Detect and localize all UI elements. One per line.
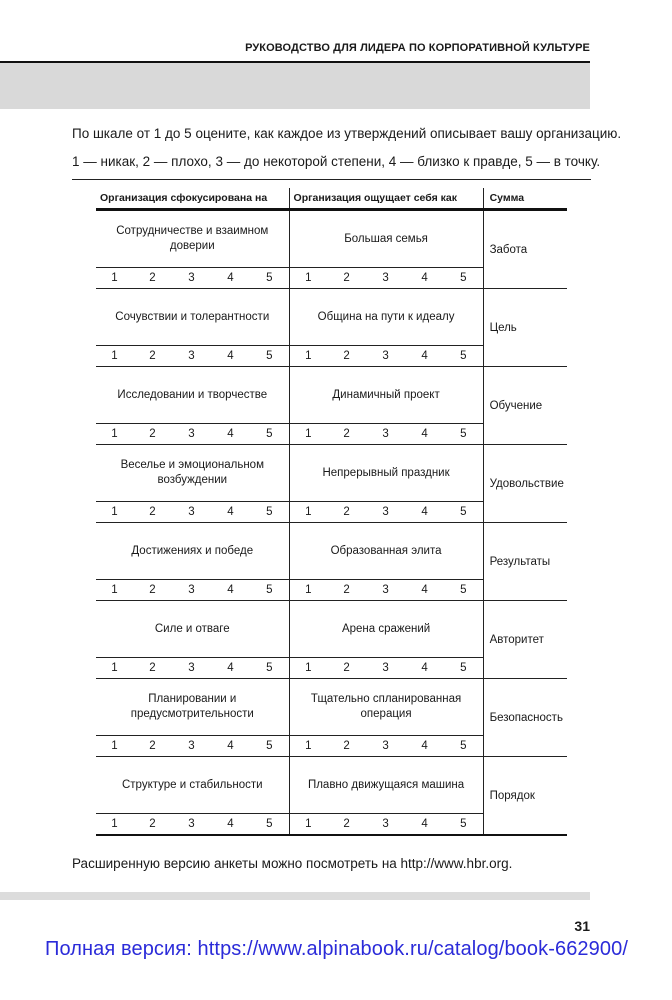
feel-rating-option[interactable]: 2	[327, 424, 366, 445]
focus-rating-option[interactable]: 2	[133, 736, 172, 757]
focus-rating-option[interactable]: 1	[96, 346, 133, 367]
focus-rating-option[interactable]: 2	[133, 268, 172, 289]
feel-rating-option[interactable]: 3	[366, 580, 405, 601]
feel-statement: Плавно движущаяся машина	[289, 757, 483, 814]
focus-rating-option[interactable]: 4	[211, 502, 250, 523]
sum-category-label: Цель	[483, 289, 567, 367]
focus-rating-option[interactable]: 1	[96, 658, 133, 679]
focus-rating-option[interactable]: 3	[172, 736, 211, 757]
feel-rating-option[interactable]: 4	[405, 658, 444, 679]
focus-statement: Планировании и предусмотрительности	[96, 679, 289, 736]
feel-rating-option[interactable]: 1	[289, 424, 327, 445]
survey-item-row	[96, 757, 567, 814]
focus-rating-option[interactable]: 3	[172, 424, 211, 445]
focus-rating-option[interactable]: 3	[172, 658, 211, 679]
focus-rating-option[interactable]: 4	[211, 424, 250, 445]
feel-rating-option[interactable]: 1	[289, 268, 327, 289]
focus-rating-option[interactable]: 2	[133, 346, 172, 367]
focus-rating-option[interactable]: 5	[250, 502, 289, 523]
survey-item-row	[96, 445, 567, 502]
feel-rating-option[interactable]: 4	[405, 268, 444, 289]
focus-rating-option[interactable]: 3	[172, 814, 211, 836]
focus-rating-option[interactable]: 2	[133, 814, 172, 836]
feel-rating-option[interactable]: 5	[444, 502, 483, 523]
header-band	[0, 63, 590, 109]
focus-rating-option[interactable]: 1	[96, 268, 133, 289]
feel-rating-option[interactable]: 3	[366, 814, 405, 836]
feel-rating-option[interactable]: 3	[366, 268, 405, 289]
feel-statement: Тщательно спланированная операция	[289, 679, 483, 736]
feel-rating-option[interactable]: 5	[444, 736, 483, 757]
focus-rating-option[interactable]: 4	[211, 814, 250, 836]
table-header-row	[96, 188, 567, 210]
promo-link[interactable]: Полная версия: https://www.alpinabook.ru/catalog/book-662900/	[45, 938, 628, 960]
focus-rating-option[interactable]: 2	[133, 580, 172, 601]
column-header-feel: Организация ощущает себя как	[289, 188, 483, 210]
focus-rating-option[interactable]: 2	[133, 424, 172, 445]
focus-rating-option[interactable]: 3	[172, 580, 211, 601]
survey-table	[96, 188, 567, 836]
survey-item-row	[96, 367, 567, 424]
feel-statement: Образованная элита	[289, 523, 483, 580]
focus-rating-option[interactable]: 3	[172, 346, 211, 367]
feel-rating-option[interactable]: 4	[405, 580, 444, 601]
feel-statement: Община на пути к идеалу	[289, 289, 483, 346]
feel-rating-option[interactable]: 3	[366, 424, 405, 445]
footnote: Расширенную версию анкеты можно посмотреть на http://www.hbr.org.	[72, 856, 513, 871]
feel-rating-option[interactable]: 2	[327, 268, 366, 289]
column-header-focus: Организация сфокусирована на	[96, 188, 289, 210]
sum-category-label: Забота	[483, 210, 567, 289]
focus-statement: Силе и отваге	[96, 601, 289, 658]
feel-rating-option[interactable]: 1	[289, 502, 327, 523]
focus-rating-option[interactable]: 2	[133, 658, 172, 679]
focus-rating-option[interactable]: 5	[250, 580, 289, 601]
focus-rating-option[interactable]: 1	[96, 502, 133, 523]
focus-rating-option[interactable]: 5	[250, 814, 289, 836]
survey-item-row	[96, 601, 567, 658]
feel-rating-option[interactable]: 4	[405, 424, 444, 445]
focus-rating-option[interactable]: 4	[211, 658, 250, 679]
focus-rating-option[interactable]: 4	[211, 268, 250, 289]
feel-rating-option[interactable]: 5	[444, 658, 483, 679]
intro-text	[72, 120, 622, 176]
feel-rating-option[interactable]: 5	[444, 814, 483, 836]
feel-rating-option[interactable]: 5	[444, 268, 483, 289]
sum-category-label: Авторитет	[483, 601, 567, 679]
survey-item-row	[96, 289, 567, 346]
focus-rating-option[interactable]: 5	[250, 658, 289, 679]
feel-rating-option[interactable]: 1	[289, 658, 327, 679]
feel-rating-option[interactable]: 2	[327, 346, 366, 367]
feel-statement: Большая семья	[289, 210, 483, 268]
survey-item-row	[96, 679, 567, 736]
focus-statement: Сочувствии и толерантности	[96, 289, 289, 346]
focus-rating-option[interactable]: 4	[211, 580, 250, 601]
focus-rating-option[interactable]: 3	[172, 268, 211, 289]
focus-rating-option[interactable]: 2	[133, 502, 172, 523]
feel-rating-option[interactable]: 1	[289, 814, 327, 836]
feel-rating-option[interactable]: 4	[405, 736, 444, 757]
focus-rating-option[interactable]: 3	[172, 502, 211, 523]
feel-statement: Арена сражений	[289, 601, 483, 658]
feel-rating-option[interactable]: 3	[366, 658, 405, 679]
survey-item-row	[96, 210, 567, 268]
focus-statement: Структуре и стабильности	[96, 757, 289, 814]
feel-rating-option[interactable]: 2	[327, 658, 366, 679]
feel-rating-option[interactable]: 1	[289, 736, 327, 757]
feel-rating-option[interactable]: 3	[366, 346, 405, 367]
feel-rating-option[interactable]: 3	[366, 502, 405, 523]
sum-category-label: Результаты	[483, 523, 567, 601]
feel-rating-option[interactable]: 4	[405, 814, 444, 836]
feel-rating-option[interactable]: 1	[289, 346, 327, 367]
feel-rating-option[interactable]: 2	[327, 736, 366, 757]
feel-statement: Динамичный проект	[289, 367, 483, 424]
focus-rating-option[interactable]: 4	[211, 736, 250, 757]
focus-rating-option[interactable]: 4	[211, 346, 250, 367]
feel-rating-option[interactable]: 5	[444, 580, 483, 601]
focus-rating-option[interactable]: 5	[250, 346, 289, 367]
intro-line-1: По шкале от 1 до 5 оцените, как каждое из утверждений описывает вашу организацию.	[72, 126, 622, 141]
focus-statement: Достижениях и победе	[96, 523, 289, 580]
sum-category-label: Удовольствие	[483, 445, 567, 523]
feel-rating-option[interactable]: 3	[366, 736, 405, 757]
page-number: 31	[574, 918, 590, 934]
survey-table-body	[96, 210, 567, 836]
feel-rating-option[interactable]: 2	[327, 502, 366, 523]
focus-rating-option[interactable]: 1	[96, 580, 133, 601]
feel-rating-option[interactable]: 4	[405, 502, 444, 523]
focus-rating-option[interactable]: 5	[250, 268, 289, 289]
sum-category-label: Порядок	[483, 757, 567, 836]
feel-statement: Непрерывный праздник	[289, 445, 483, 502]
sum-category-label: Обучение	[483, 367, 567, 445]
feel-rating-option[interactable]: 1	[289, 580, 327, 601]
table-top-rule	[72, 179, 591, 180]
focus-rating-option[interactable]: 5	[250, 424, 289, 445]
focus-rating-option[interactable]: 1	[96, 814, 133, 836]
feel-rating-option[interactable]: 2	[327, 580, 366, 601]
feel-rating-option[interactable]: 2	[327, 814, 366, 836]
feel-rating-option[interactable]: 5	[444, 346, 483, 367]
sum-category-label: Безопасность	[483, 679, 567, 757]
intro-line-2: 1 — никак, 2 — плохо, 3 — до некоторой степени, 4 — близко к правде, 5 — в точку.	[72, 154, 601, 169]
running-header-title: РУКОВОДСТВО ДЛЯ ЛИДЕРА ПО КОРПОРАТИВНОЙ КУЛЬТУРЕ	[245, 42, 590, 54]
focus-rating-option[interactable]: 1	[96, 736, 133, 757]
focus-rating-option[interactable]: 1	[96, 424, 133, 445]
feel-rating-option[interactable]: 5	[444, 424, 483, 445]
focus-statement: Веселье и эмоциональном возбуждении	[96, 445, 289, 502]
focus-statement: Исследовании и творчестве	[96, 367, 289, 424]
focus-statement: Сотрудничестве и взаимном доверии	[96, 210, 289, 268]
focus-rating-option[interactable]: 5	[250, 736, 289, 757]
footer-band	[0, 892, 590, 900]
survey-item-row	[96, 523, 567, 580]
feel-rating-option[interactable]: 4	[405, 346, 444, 367]
column-header-sum: Сумма	[483, 188, 567, 210]
